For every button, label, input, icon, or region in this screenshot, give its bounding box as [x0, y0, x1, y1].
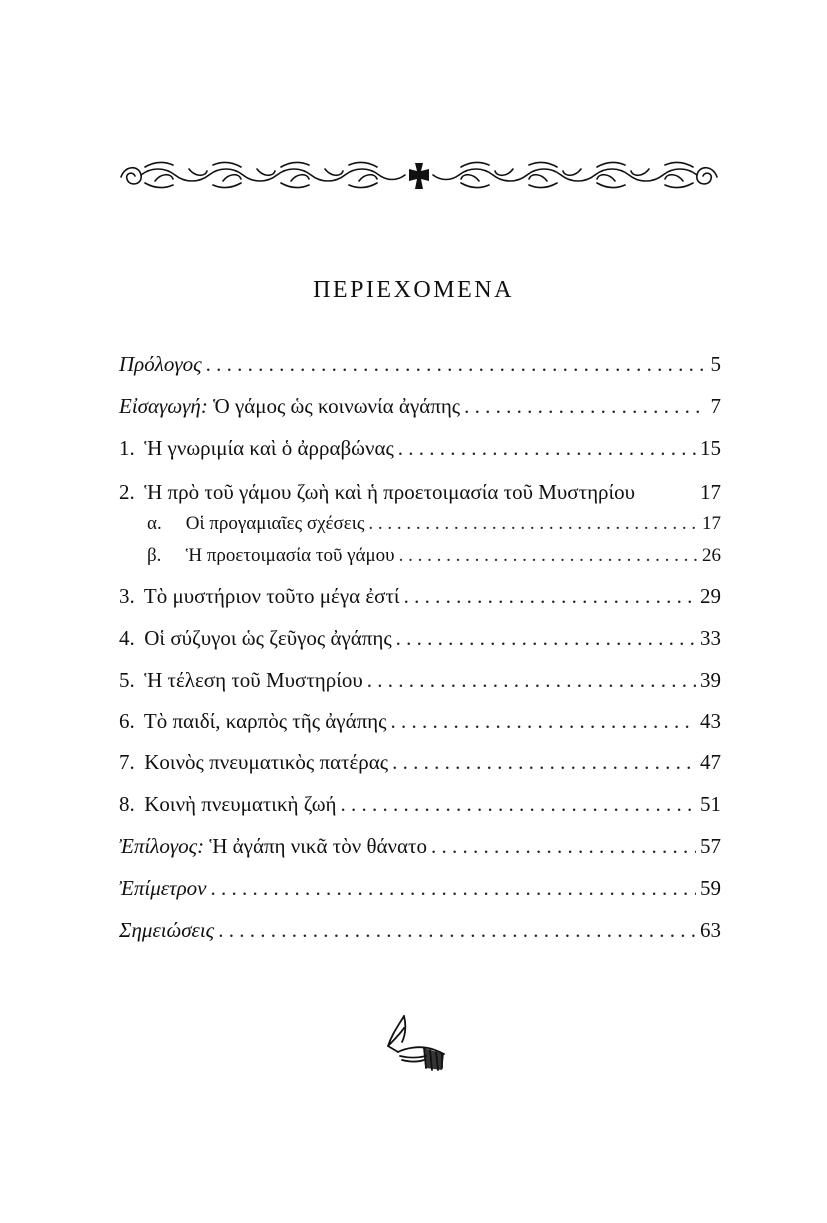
toc-entry[interactable]	[119, 790, 721, 818]
toc-page-number: 26	[702, 545, 721, 566]
dot-leader	[206, 350, 707, 378]
toc-subentry-letter: α.	[147, 513, 162, 534]
toc-entry[interactable]	[119, 582, 721, 610]
toc-entry[interactable]	[119, 666, 721, 694]
toc-entry[interactable]	[119, 707, 721, 735]
toc-entry-label: Ἡ τέλεση τοῦ Μυστηρίου	[144, 668, 363, 692]
dot-leader	[367, 666, 696, 694]
toc-entry-label-italic: Σημειώσεις	[119, 918, 215, 942]
toc-entry-number: 4.	[119, 626, 135, 650]
toc-page-number: 33	[700, 626, 721, 650]
dot-leader	[368, 510, 698, 538]
toc-page-number: 39	[700, 668, 721, 692]
toc-page-number: 17	[702, 513, 721, 534]
toc-entry-number: 7.	[119, 750, 135, 774]
dot-leader	[398, 434, 696, 462]
toc-entry-label: Ἡ προετοιμασία τοῦ γάμου	[185, 545, 395, 566]
toc-entry[interactable]	[119, 624, 721, 652]
toc-entry-number: 3.	[119, 584, 135, 608]
toc-page-number: 63	[700, 918, 721, 942]
header-ornament	[115, 155, 723, 195]
toc-page-number: 7	[710, 394, 721, 418]
toc-page-number: 5	[710, 352, 721, 376]
toc-entry-label-italic: Ἐπίμετρον	[119, 876, 207, 900]
toc-entry-number: 2.	[119, 480, 135, 504]
dot-leader	[341, 790, 696, 818]
toc-subentry[interactable]	[147, 542, 721, 570]
toc-entry[interactable]	[119, 392, 721, 420]
toc-entry-label-italic: Εἰσαγωγή:	[119, 394, 208, 418]
dot-leader	[210, 874, 696, 902]
dot-leader	[218, 916, 696, 944]
toc-entry-label: Ἡ πρὸ τοῦ γάμου ζωὴ καὶ ἡ προετοιμασία τοῦ Μυστηρίου	[144, 480, 636, 504]
toc-entry-label: Ἡ γνωριμία καὶ ὁ ἀρραβώνας	[144, 436, 394, 460]
toc-entry-label-italic: Ἐπίλογος:	[119, 834, 205, 858]
dot-leader	[392, 748, 696, 776]
toc-entry[interactable]	[119, 478, 721, 506]
toc-page-number: 17	[700, 480, 721, 504]
toc-page-number: 47	[700, 750, 721, 774]
toc-entry-label: Τὸ μυστήριον τοῦτο μέγα ἐστί	[143, 584, 400, 608]
toc-entry-label: Οἱ σύζυγοι ὡς ζεῦγος ἀγάπης	[144, 626, 392, 650]
toc-page-number: 29	[700, 584, 721, 608]
toc-page-number: 15	[700, 436, 721, 460]
toc-entry-label: Οἱ προγαμιαῖες σχέσεις	[185, 513, 365, 534]
toc-entry-label: Κοινὸς πνευματικὸς πατέρας	[144, 750, 389, 774]
toc-page-number: 51	[700, 792, 721, 816]
toc-page-number: 57	[700, 834, 721, 858]
toc-entry[interactable]	[119, 916, 721, 944]
toc-entry-label-italic: Πρόλογος	[119, 352, 202, 376]
toc-entry[interactable]	[119, 832, 721, 860]
toc-entry-number: 1.	[119, 436, 135, 460]
toc-subentry-letter: β.	[147, 545, 162, 566]
toc-entry[interactable]	[119, 434, 721, 462]
toc-entry-number: 8.	[119, 792, 135, 816]
toc-entry-number: 6.	[119, 709, 135, 733]
toc-entry-label: Ὁ γάμος ὡς κοινωνία ἀγάπης	[207, 394, 461, 418]
toc-entry-number: 5.	[119, 668, 135, 692]
dot-leader	[404, 582, 696, 610]
dot-leader	[464, 392, 706, 420]
hand-quill-icon	[384, 1012, 448, 1074]
toc-entry[interactable]	[119, 874, 721, 902]
toc-page-number: 59	[700, 876, 721, 900]
toc-entry[interactable]	[119, 350, 721, 378]
toc-entry-label: Κοινὴ πνευματικὴ ζωή	[144, 792, 337, 816]
toc-entry[interactable]	[119, 748, 721, 776]
toc-entry-label: Ἡ ἀγάπη νικᾶ τὸν θάνατο	[204, 834, 427, 858]
toc-page-number: 43	[700, 709, 721, 733]
toc-entry-label: Τὸ παιδί, καρπὸς τῆς ἀγάπης	[143, 709, 387, 733]
dot-leader	[399, 542, 698, 570]
page-title: ΠΕΡΙΕΧΟΜΕΝΑ	[313, 277, 514, 303]
dot-leader	[390, 707, 696, 735]
dot-leader	[431, 832, 696, 860]
dot-leader	[396, 624, 696, 652]
toc-subentry[interactable]	[147, 510, 721, 538]
